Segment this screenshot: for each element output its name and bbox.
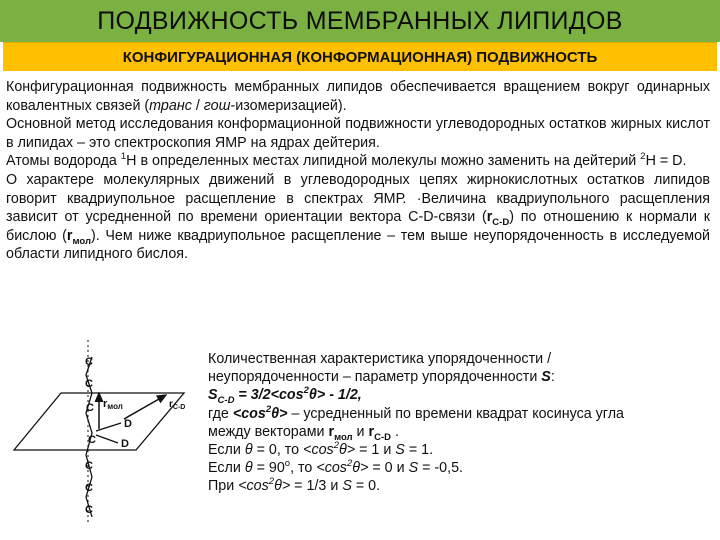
info-l7-cos: <cos [316, 460, 347, 477]
info-l8-sup: 2 [268, 476, 275, 488]
info-l7-s: S [408, 460, 419, 477]
info-line-2 [208, 368, 628, 386]
p3-text-b: H в определенных местах липидной молекулы можно заменить на дейтерий [126, 153, 641, 170]
info-line-8 [208, 477, 628, 495]
p4-text-b: ) по отношению к нормали к бислою ( [6, 209, 710, 244]
p1-trans: транс [149, 97, 192, 114]
info-line-4 [208, 405, 628, 423]
info-l7-theta2: θ> [352, 460, 369, 477]
info-l7-d: = 0 и [368, 460, 409, 477]
info-l5-a: между векторами [208, 423, 329, 440]
formula-theta: θ [308, 387, 317, 404]
info-l8-cos: <cos [238, 478, 269, 495]
info-l6-b: = 0, то [252, 442, 304, 459]
info-l6-d: = 1. [404, 442, 434, 459]
info-l6-s: S [395, 442, 405, 459]
slide-title: ПОДВИЖНОСТЬ МЕМБРАННЫХ ЛИПИДОВ [97, 6, 623, 35]
info-l5-r1-sub: мол [334, 431, 353, 443]
cd-bond-diagram [6, 335, 196, 535]
slide-subtitle: КОНФИГУРАЦИОННАЯ (КОНФОРМАЦИОННАЯ) ПОДВИЖНОСТЬ [122, 48, 598, 66]
info-l5-end: . [390, 423, 399, 440]
order-parameter-info [208, 350, 628, 496]
info-l6-cos: <cos [303, 442, 334, 459]
info-line-1: Количественная характеристика упорядоченности / [208, 351, 552, 367]
info-l4-theta: θ> [271, 405, 288, 422]
info-l5-and: и [352, 423, 369, 440]
r-cd-label: $r_{C-D}$ [169, 399, 186, 411]
p3-sup-1: 1 [120, 151, 127, 163]
info-line-7 [208, 459, 628, 477]
info-l7-b: = 90 [252, 460, 285, 477]
info-l5-r2: r [368, 423, 375, 440]
atom-d-1: D [124, 418, 132, 430]
info-l6-theta2: θ> [339, 442, 356, 459]
info-l2-text: неупорядоченности – параметр упорядоченности [208, 369, 542, 386]
atom-c-2: C [85, 378, 93, 390]
info-l6-theta: θ [244, 442, 253, 459]
info-line-5 [208, 423, 628, 441]
info-l4-b: – усредненный по времени квадрат косинуса угла [287, 405, 624, 422]
atom-c-5: C [85, 460, 93, 472]
atom-c-3: C [86, 402, 94, 414]
atom-c-7: C [85, 504, 93, 516]
p1-gosh: гош [203, 97, 231, 114]
info-l8-c: = 0. [351, 478, 381, 495]
info-l2-colon: : [550, 369, 555, 386]
info-l5-r1: r [328, 423, 335, 440]
p4-r-cd: r [486, 209, 493, 226]
subtitle-bar [3, 42, 717, 71]
info-l7-c: , то [290, 460, 317, 477]
atom-d-2: D [121, 438, 129, 450]
atom-c-4: C [88, 434, 96, 446]
info-l8-a: При [208, 478, 239, 495]
body-text [6, 78, 710, 264]
p4-r-mol-sub: мол [72, 235, 91, 247]
formula-sub: C-D [217, 395, 235, 407]
p4-r-mol: r [66, 227, 73, 244]
title-bar [0, 0, 720, 42]
formula-end: > - 1/2, [316, 387, 362, 404]
r-mol-label: rмол [103, 398, 123, 411]
info-l7-a: Если [208, 460, 245, 477]
info-l7-sup: 2 [346, 458, 353, 470]
p1-text-b: -изомеризацией). [230, 97, 347, 114]
info-l7-theta: θ [244, 460, 253, 477]
order-parameter-formula [208, 385, 628, 407]
info-l6-sup: 2 [333, 440, 339, 452]
info-l7-deg: o [284, 458, 291, 470]
p4-r-cd-sub: C-D [492, 217, 510, 229]
atom-c-1: C [85, 356, 93, 368]
info-l7-e: = -0,5. [418, 460, 464, 477]
paragraph-1 [6, 78, 710, 115]
info-l4-a: где [208, 405, 233, 422]
p4-text-c: ). Чем ниже квадриупольное расщепление – тем выше неупорядоченность в исследуемой области липидного бислоя. [6, 227, 711, 263]
info-l4-cos: <cos [232, 405, 266, 422]
formula-s: S [208, 387, 218, 404]
p1-text-a: Конфигурационная подвижность мембранных липидов обеспечивается вращением вокруг одинарных ковалентных связей ( [6, 79, 710, 114]
info-l8-theta: θ> [274, 478, 291, 495]
atom-c-6: C [85, 482, 93, 494]
p3-text-c: H = D. [645, 153, 687, 170]
formula-sup: 2 [303, 385, 309, 397]
formula-eq: = 3/2<cos [234, 387, 304, 404]
info-l8-b: = 1/3 и [290, 478, 343, 495]
paragraph-3 [6, 152, 710, 171]
info-l2-s: S [541, 369, 551, 386]
p3-sup-2: 2 [640, 151, 646, 163]
p3-text-a: Атомы водорода [6, 153, 121, 170]
info-l8-s: S [342, 478, 352, 495]
info-line-6 [208, 441, 628, 459]
p1-slash: / [191, 97, 204, 114]
paragraph-2: Основной метод исследования конформационной подвижности углеводородных остатков жирных кислот в липидах – это спектроскопия ЯМР на ядрах дейтерия. [6, 116, 710, 151]
info-l5-r2-sub: C-D [374, 431, 391, 443]
paragraph-4 [6, 171, 710, 264]
p4-text-a: О характере молекулярных движений в углеводородных цепях жирнокислотных остатков липидов говорит квадриупольное расщепление в спектрах ЯМР. ·Величина квадриупольного расщепления зависит от усредненной по времени ориентации вектора C-D-связи ( [6, 171, 710, 226]
info-l6-c: = 1 и [355, 442, 396, 459]
info-l6-a: Если [208, 442, 245, 459]
info-l4-sup: 2 [265, 403, 272, 415]
